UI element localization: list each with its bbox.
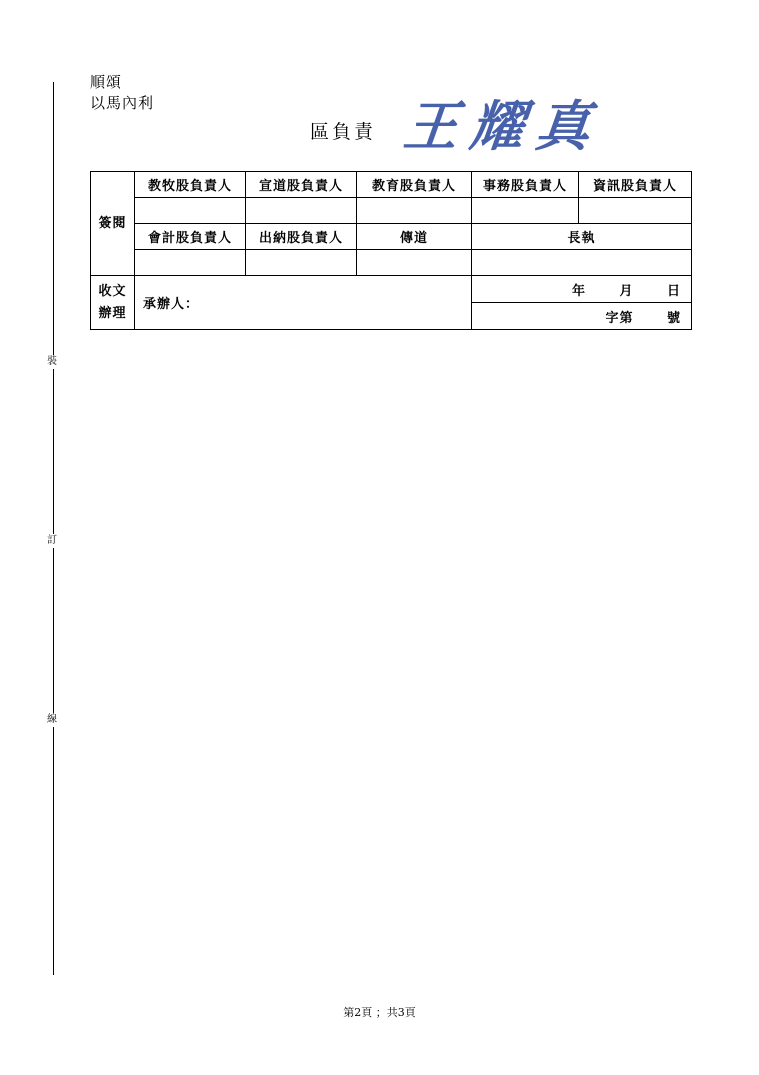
- sign-cell[interactable]: [135, 250, 246, 276]
- sign-cell[interactable]: [357, 250, 472, 276]
- sign-cell[interactable]: [472, 198, 579, 224]
- receive-side-label: [91, 276, 135, 330]
- header-accounting: 會計股負責人: [135, 224, 246, 250]
- sign-cell[interactable]: [579, 198, 692, 224]
- signer-title: 區負責: [310, 121, 377, 143]
- sign-cell[interactable]: [135, 198, 246, 224]
- binding-mark-1: 裝: [47, 356, 57, 367]
- header-preacher: 傳道: [357, 224, 472, 250]
- number-line[interactable]: 字第 號: [472, 303, 691, 330]
- signature-block: [308, 95, 648, 160]
- header-education: 教育股負責人: [357, 172, 472, 198]
- review-side-label: 簽閱: [91, 172, 135, 276]
- handler-label: 承辦人：: [143, 297, 200, 312]
- binding-mark-2: 訂: [47, 535, 57, 546]
- header-mission: 宣道股負責人: [246, 172, 357, 198]
- page-footer: 第2頁 ；共3頁: [343, 1006, 416, 1019]
- receive-label-line-1: 收文: [98, 283, 127, 299]
- header-info: 資訊股負責人: [579, 172, 692, 198]
- sign-cell[interactable]: [472, 250, 692, 276]
- handler-cell[interactable]: [135, 276, 472, 330]
- sign-cell[interactable]: [246, 250, 357, 276]
- closing-line-2: 以馬內利: [90, 94, 155, 112]
- sign-cell[interactable]: [357, 198, 472, 224]
- binding-mark-3: 線: [47, 714, 57, 725]
- header-elders: 長執: [472, 224, 692, 250]
- date-number-cell: [472, 276, 692, 330]
- header-pastoral: 教牧股負責人: [135, 172, 246, 198]
- date-line[interactable]: 年 月 日: [571, 283, 681, 299]
- header-affairs: 事務股負責人: [472, 172, 579, 198]
- sign-cell[interactable]: [246, 198, 357, 224]
- closing-line-1: 順頌: [90, 73, 123, 91]
- handwritten-signature: 王耀真: [400, 94, 606, 158]
- header-cashier: 出納股負責人: [246, 224, 357, 250]
- date-number-inner: [472, 276, 691, 329]
- closing-salutation: [90, 72, 154, 114]
- receive-label-line-2: 辦理: [98, 305, 127, 321]
- review-table: [90, 171, 692, 330]
- binding-line: [53, 82, 54, 975]
